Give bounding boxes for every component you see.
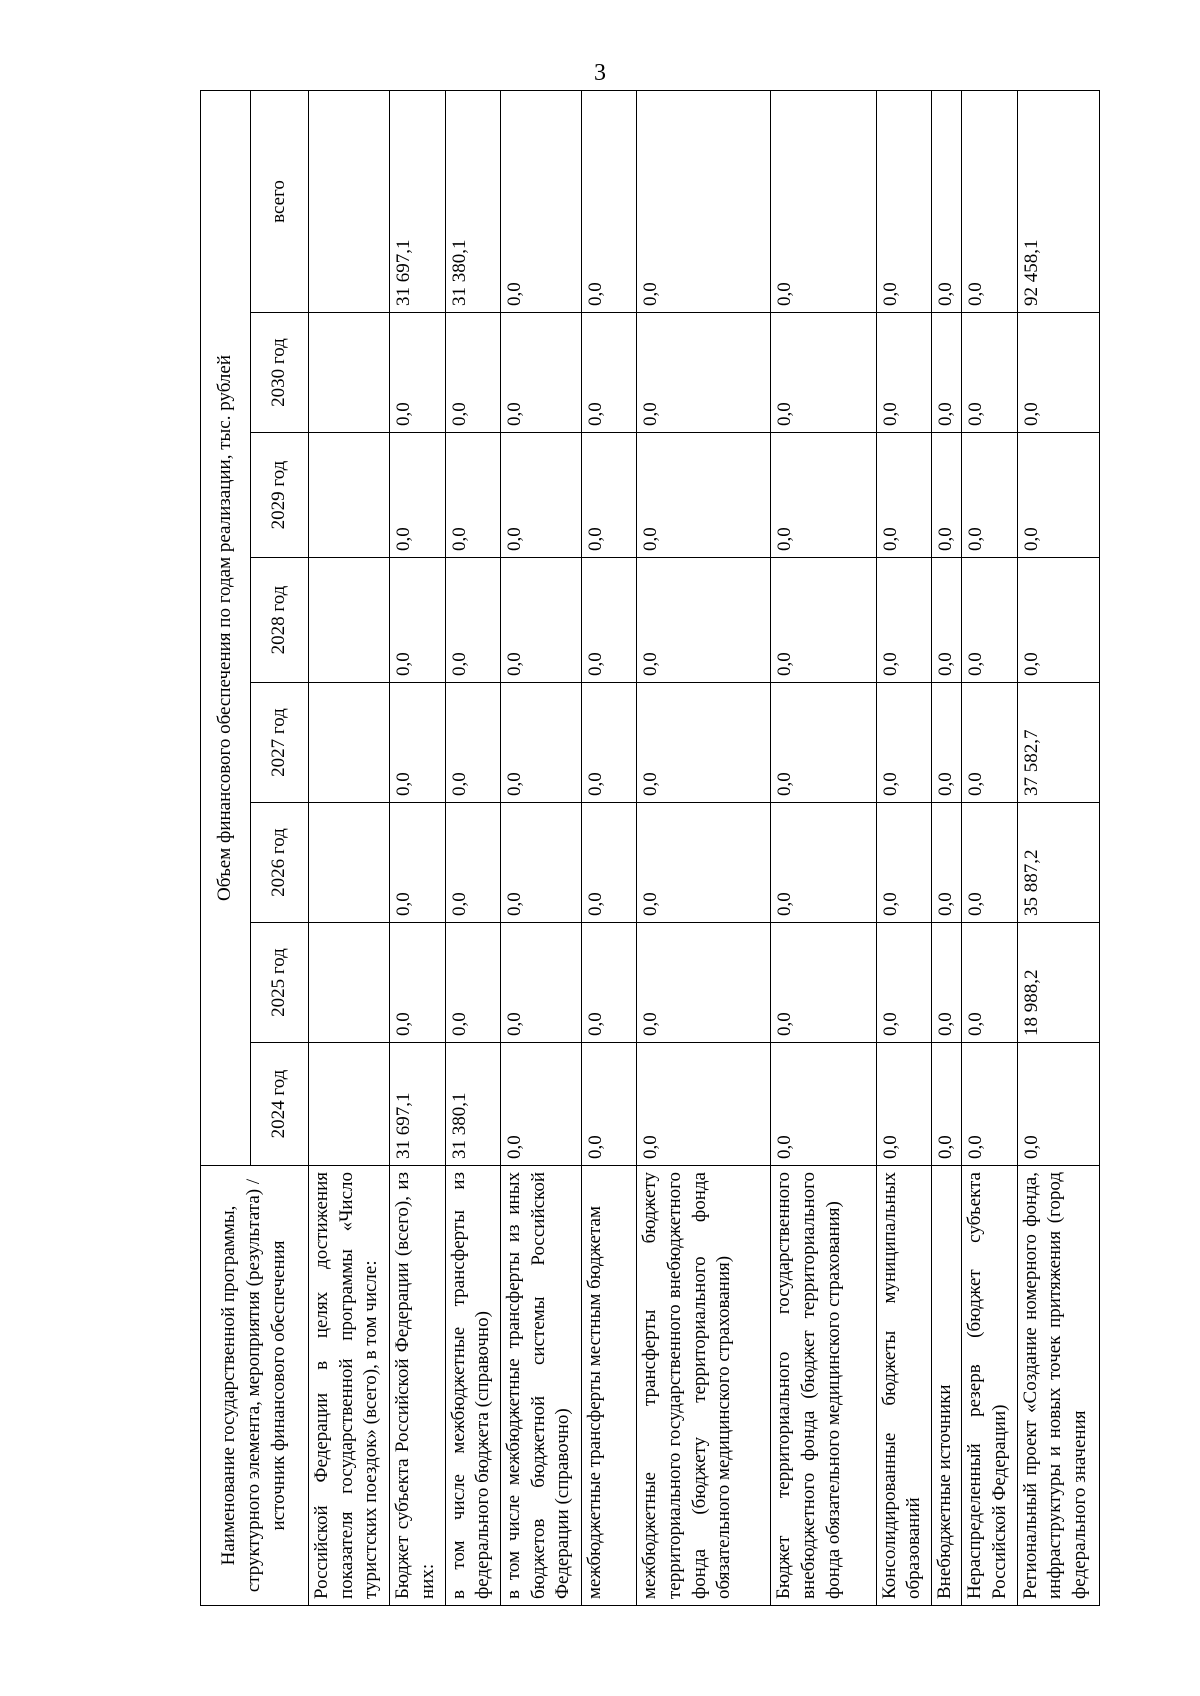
row-value: 31 697,1 (390, 1043, 445, 1166)
row-value: 0,0 (771, 683, 877, 803)
row-value: 37 582,7 (1017, 683, 1099, 803)
header-volume-title: Объем финансового обеспечения по годам реализации, тыс. рублей (201, 90, 251, 1165)
header-year: 2024 год (251, 1043, 309, 1166)
row-value (309, 313, 390, 433)
row-value: 0,0 (771, 313, 877, 433)
row-value: 0,0 (445, 803, 500, 923)
header-year: 2026 год (251, 803, 309, 923)
row-value: 0,0 (932, 1043, 962, 1166)
row-name: Российской Федерации в целях достижения показателя государственной программы «Число туристских поездок» (всего), в том числе: (309, 1166, 390, 1606)
row-name: в том числе межбюджетные трансферты из федерального бюджета (справочно) (445, 1166, 500, 1606)
row-value: 0,0 (500, 558, 581, 683)
table-row (637, 90, 771, 1605)
row-value (309, 683, 390, 803)
row-value: 0,0 (932, 313, 962, 433)
row-value: 0,0 (962, 433, 1017, 558)
row-value: 0,0 (500, 803, 581, 923)
row-name: Нераспределенный резерв (бюджет субъекта Российской Федерации) (962, 1166, 1017, 1606)
row-value (309, 923, 390, 1043)
row-value: 0,0 (582, 90, 637, 312)
row-name: межбюджетные трансферты бюджету территориального государственного внебюджетного фонда (бюджету территориального фонда обязательного медицинского страхования) (637, 1166, 771, 1606)
row-value: 0,0 (582, 433, 637, 558)
row-value: 0,0 (637, 558, 771, 683)
row-value: 0,0 (876, 558, 931, 683)
table-row (771, 90, 877, 1605)
row-value: 0,0 (962, 923, 1017, 1043)
row-value: 0,0 (771, 433, 877, 558)
row-value: 0,0 (962, 683, 1017, 803)
row-value: 0,0 (962, 90, 1017, 312)
row-value: 0,0 (390, 683, 445, 803)
row-value: 0,0 (500, 923, 581, 1043)
row-value: 0,0 (876, 90, 931, 312)
row-value: 0,0 (637, 90, 771, 312)
row-value: 0,0 (876, 683, 931, 803)
row-name: в том числе межбюджетные трансферты из иных бюджетов бюджетной системы Российской Федерации (справочно) (500, 1166, 581, 1606)
rotated-table-container (200, 91, 1100, 1606)
financing-table (200, 90, 1100, 1606)
row-value: 0,0 (500, 1043, 581, 1166)
row-value: 0,0 (932, 558, 962, 683)
row-value: 0,0 (445, 683, 500, 803)
row-value: 0,0 (932, 683, 962, 803)
row-value: 0,0 (390, 433, 445, 558)
row-value: 0,0 (876, 1043, 931, 1166)
row-value: 0,0 (445, 923, 500, 1043)
row-name: Внебюджетные источники (932, 1166, 962, 1606)
row-value: 0,0 (1017, 433, 1099, 558)
row-value: 0,0 (582, 683, 637, 803)
row-value: 0,0 (500, 683, 581, 803)
row-value: 0,0 (582, 558, 637, 683)
table-row (500, 90, 581, 1605)
header-year: 2029 год (251, 433, 309, 558)
row-value: 0,0 (390, 923, 445, 1043)
row-name: межбюджетные трансферты местным бюджетам (582, 1166, 637, 1606)
row-value: 0,0 (1017, 1043, 1099, 1166)
row-value: 18 988,2 (1017, 923, 1099, 1043)
row-value: 31 380,1 (445, 1043, 500, 1166)
header-year: 2025 год (251, 923, 309, 1043)
row-value: 0,0 (637, 313, 771, 433)
table-row (932, 90, 962, 1605)
row-value (309, 803, 390, 923)
table-row (876, 90, 931, 1605)
row-value: 0,0 (582, 1043, 637, 1166)
row-value: 0,0 (500, 433, 581, 558)
row-value: 0,0 (932, 923, 962, 1043)
row-value: 35 887,2 (1017, 803, 1099, 923)
row-value: 0,0 (771, 558, 877, 683)
row-value: 0,0 (637, 1043, 771, 1166)
row-value: 0,0 (771, 803, 877, 923)
row-value: 0,0 (637, 433, 771, 558)
header-name-column: Наименование государственной программы, структурного элемента, мероприятия (результата) / источник финансового обеспечения (201, 1166, 309, 1606)
row-value: 0,0 (771, 90, 877, 312)
row-value: 0,0 (932, 90, 962, 312)
row-value (309, 1043, 390, 1166)
row-value: 0,0 (876, 803, 931, 923)
row-value (309, 558, 390, 683)
row-value: 0,0 (932, 803, 962, 923)
row-value: 31 380,1 (445, 90, 500, 312)
row-value: 0,0 (582, 803, 637, 923)
row-value: 0,0 (876, 313, 931, 433)
row-value: 0,0 (1017, 558, 1099, 683)
row-value: 0,0 (962, 803, 1017, 923)
row-value: 0,0 (582, 923, 637, 1043)
row-value: 0,0 (962, 558, 1017, 683)
row-value: 0,0 (445, 433, 500, 558)
table-row (962, 90, 1017, 1605)
table-row (1017, 90, 1099, 1605)
row-value: 0,0 (445, 313, 500, 433)
row-value: 0,0 (582, 313, 637, 433)
row-value: 0,0 (637, 803, 771, 923)
header-year: 2027 год (251, 683, 309, 803)
row-value: 0,0 (445, 558, 500, 683)
table-row (309, 90, 390, 1605)
row-value (309, 90, 390, 312)
page-number: 3 (594, 60, 606, 86)
row-value: 31 697,1 (390, 90, 445, 312)
table-row (582, 90, 637, 1605)
header-year: 2028 год (251, 558, 309, 683)
table-row (390, 90, 445, 1605)
row-name: Бюджет субъекта Российской Федерации (всего), из них: (390, 1166, 445, 1606)
row-value: 0,0 (500, 90, 581, 312)
row-name: Бюджет территориального государственного внебюджетного фонда (бюджет территориального фонда обязательного медицинского страхования) (771, 1166, 877, 1606)
row-value: 0,0 (771, 923, 877, 1043)
row-value: 0,0 (932, 433, 962, 558)
row-value: 0,0 (771, 1043, 877, 1166)
row-value: 0,0 (1017, 313, 1099, 433)
row-value (309, 433, 390, 558)
header-total: всего (251, 90, 309, 312)
table-row (445, 90, 500, 1605)
row-name: Региональный проект «Создание номерного фонда, инфраструктуры и новых точек притяжения (город федерального значения (1017, 1166, 1099, 1606)
row-value: 0,0 (637, 923, 771, 1043)
row-value: 0,0 (390, 313, 445, 433)
row-value: 0,0 (390, 803, 445, 923)
row-value: 0,0 (962, 313, 1017, 433)
row-value: 0,0 (500, 313, 581, 433)
row-value: 0,0 (876, 433, 931, 558)
row-name: Консолидированные бюджеты муниципальных образований (876, 1166, 931, 1606)
row-value: 0,0 (962, 1043, 1017, 1166)
row-value: 0,0 (637, 683, 771, 803)
header-year: 2030 год (251, 313, 309, 433)
row-value: 92 458,1 (1017, 90, 1099, 312)
row-value: 0,0 (390, 558, 445, 683)
row-value: 0,0 (876, 923, 931, 1043)
